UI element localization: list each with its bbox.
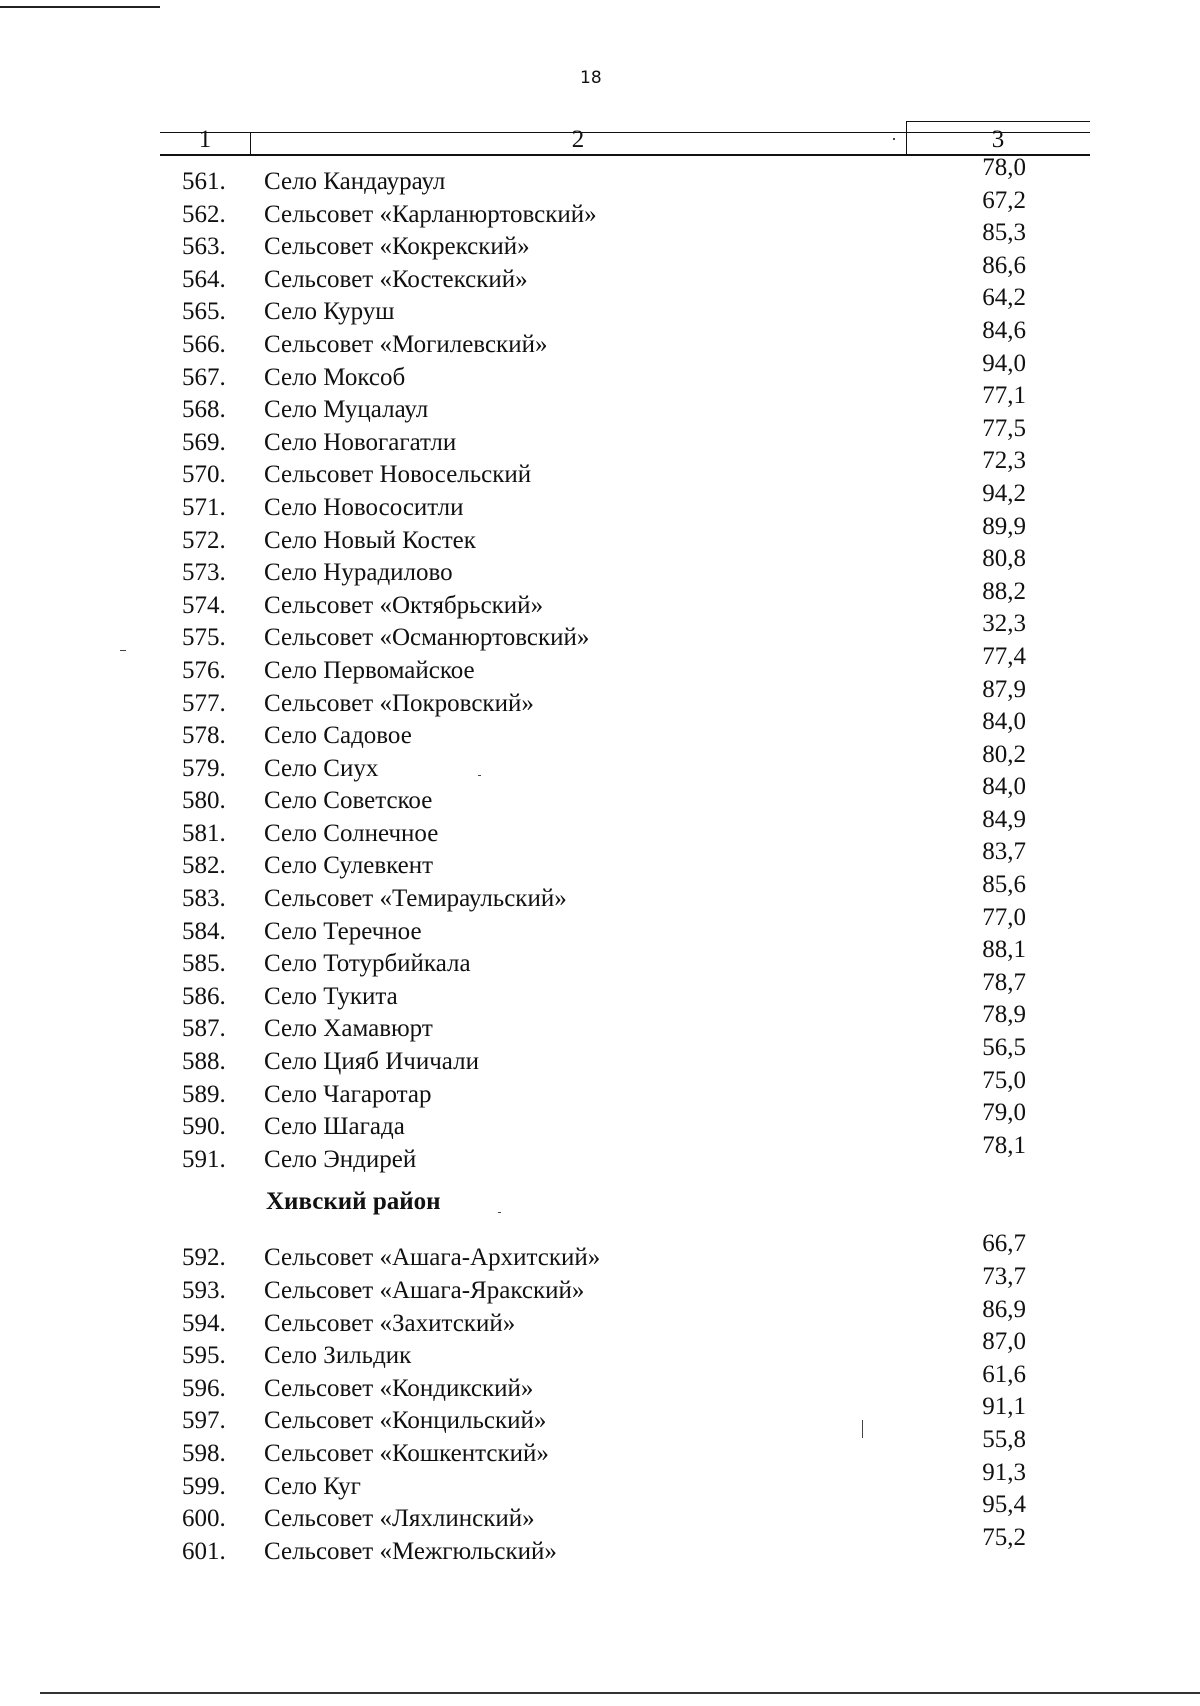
settlement-name: Село Тукита xyxy=(264,982,398,1010)
row-value: 91,1 xyxy=(982,1393,1026,1421)
row-number: 584. xyxy=(182,917,226,945)
settlement-name: Село Куруш xyxy=(264,298,395,326)
settlement-name: Село Сулевкент xyxy=(264,852,434,880)
row-value: 85,6 xyxy=(982,871,1026,899)
row-value: 86,6 xyxy=(982,251,1026,279)
settlement-name: Село Солнечное xyxy=(264,819,439,847)
row-number: 581. xyxy=(182,819,226,847)
row-number: 585. xyxy=(182,950,226,978)
settlement-name: Сельсовет «Кокрекский» xyxy=(264,233,530,261)
row-number: 586. xyxy=(182,982,226,1010)
row-value: 75,2 xyxy=(982,1523,1026,1551)
row-number: 587. xyxy=(182,1015,226,1043)
row-value: 85,3 xyxy=(982,219,1026,247)
row-number: 569. xyxy=(182,428,226,456)
row-value: 84,6 xyxy=(982,316,1026,344)
row-value: 72,3 xyxy=(982,447,1026,475)
district-title: Хивский район xyxy=(266,1188,441,1216)
settlement-name: Сельсовет «Ляхлинский» xyxy=(264,1505,535,1533)
table-body xyxy=(0,154,1200,1565)
row-number: 600. xyxy=(182,1505,226,1533)
row-number: 562. xyxy=(182,200,226,228)
row-number: 588. xyxy=(182,1048,226,1076)
table-row xyxy=(0,1131,1200,1173)
row-number: 574. xyxy=(182,591,226,619)
row-value: 88,1 xyxy=(982,936,1026,964)
row-number: 572. xyxy=(182,526,226,554)
settlement-name: Сельсовет «Кондикский» xyxy=(264,1374,534,1402)
row-value: 84,0 xyxy=(982,773,1026,801)
table-rows-part-2 xyxy=(0,1230,1200,1565)
settlement-name: Сельсовет «Могилевский» xyxy=(264,330,548,358)
row-value: 80,8 xyxy=(982,545,1026,573)
settlement-name: Село Цияб Ичичали xyxy=(264,1048,479,1076)
settlement-name: Сельсовет «Концильский» xyxy=(264,1407,547,1435)
table-header-border-top-right xyxy=(906,121,1090,122)
settlement-name: Сельсовет «Покровский» xyxy=(264,689,534,717)
row-value: 61,6 xyxy=(982,1360,1026,1388)
row-number: 593. xyxy=(182,1277,226,1304)
row-number: 599. xyxy=(182,1472,226,1500)
row-number: 592. xyxy=(182,1244,226,1272)
settlement-name: Село Зильдик xyxy=(264,1342,412,1370)
row-value: 89,9 xyxy=(982,512,1026,540)
scan-edge-line-top xyxy=(0,6,160,8)
row-value: 94,2 xyxy=(982,479,1026,507)
settlement-name: Сельсовет «Межгюльский» xyxy=(264,1537,557,1565)
row-value: 56,5 xyxy=(982,1034,1026,1062)
scan-speck xyxy=(893,138,895,140)
settlement-name: Сельсовет «Ашага-Яракский» xyxy=(264,1277,585,1304)
row-number: 566. xyxy=(182,330,226,358)
row-number: 568. xyxy=(182,396,226,424)
row-value: 84,0 xyxy=(982,708,1026,736)
settlement-name: Село Эндирей xyxy=(264,1145,417,1173)
column-header-1: 1 xyxy=(198,126,212,153)
row-value: 67,2 xyxy=(982,186,1026,214)
page-number: 18 xyxy=(580,68,602,88)
table-rows-part-1 xyxy=(0,154,1200,1173)
settlement-name: Село Новогагатли xyxy=(264,428,457,456)
settlement-name: Село Кандаураул xyxy=(264,168,446,195)
row-value: 83,7 xyxy=(982,838,1026,866)
settlement-name: Село Новый Костек xyxy=(264,526,476,554)
row-value: 78,9 xyxy=(982,1001,1026,1029)
row-number: 597. xyxy=(182,1407,226,1435)
row-number: 580. xyxy=(182,787,226,815)
row-value: 86,9 xyxy=(982,1295,1026,1323)
row-value: 64,2 xyxy=(982,284,1026,312)
settlement-name: Село Куг xyxy=(264,1472,361,1500)
row-value: 77,5 xyxy=(982,414,1026,442)
row-number: 575. xyxy=(182,624,226,652)
scan-speck xyxy=(498,1212,501,1213)
row-value: 80,2 xyxy=(982,740,1026,768)
settlement-name: Село Моксоб xyxy=(264,363,406,391)
row-value: 87,0 xyxy=(982,1328,1026,1356)
settlement-name: Сельсовет «Кошкентский» xyxy=(264,1439,549,1467)
row-number: 595. xyxy=(182,1342,226,1370)
settlement-name: Сельсовет «Октябрьский» xyxy=(264,591,544,619)
row-value: 75,0 xyxy=(982,1066,1026,1094)
row-value: 84,9 xyxy=(982,805,1026,833)
row-number: 579. xyxy=(182,754,226,782)
settlement-name: Село Первомайское xyxy=(264,656,475,684)
settlement-name: Сельсовет «Костекский» xyxy=(264,265,528,293)
row-value: 77,0 xyxy=(982,903,1026,931)
row-value: 73,7 xyxy=(982,1263,1026,1290)
row-number: 563. xyxy=(182,233,226,261)
settlement-name: Село Хамавюрт xyxy=(264,1015,433,1043)
settlement-name: Село Тотурбийкала xyxy=(264,950,471,978)
settlement-name: Село Садовое xyxy=(264,722,412,750)
row-value: 91,3 xyxy=(982,1458,1026,1486)
row-value: 87,9 xyxy=(982,675,1026,703)
row-value: 77,1 xyxy=(982,382,1026,410)
row-number: 590. xyxy=(182,1113,226,1141)
district-section-heading xyxy=(0,1184,1200,1236)
row-number: 571. xyxy=(182,493,226,521)
row-value: 78,0 xyxy=(982,154,1026,181)
row-number: 565. xyxy=(182,298,226,326)
row-value: 79,0 xyxy=(982,1099,1026,1127)
row-number: 573. xyxy=(182,559,226,587)
row-number: 576. xyxy=(182,656,226,684)
row-value: 95,4 xyxy=(982,1491,1026,1519)
settlement-name: Сельсовет «Османюртовский» xyxy=(264,624,590,652)
settlement-name: Село Сиух xyxy=(264,754,379,782)
settlement-name: Село Новососитли xyxy=(264,493,464,521)
settlement-name: Село Нурадилово xyxy=(264,559,453,587)
row-number: 578. xyxy=(182,722,226,750)
settlement-name: Сельсовет «Карланюртовский» xyxy=(264,200,597,228)
row-number: 577. xyxy=(182,689,226,717)
settlement-name: Сельсовет «Ашага-Архитский» xyxy=(264,1244,601,1272)
row-value: 66,7 xyxy=(982,1230,1026,1258)
scan-speck xyxy=(862,1420,863,1438)
settlement-name: Село Теречное xyxy=(264,917,422,945)
row-value: 55,8 xyxy=(982,1425,1026,1453)
column-header-2: 2 xyxy=(571,126,585,153)
settlement-name: Село Муцалаул xyxy=(264,396,429,424)
settlement-name: Сельсовет «Темираульский» xyxy=(264,885,567,913)
scan-speck xyxy=(478,775,481,776)
row-value: 94,0 xyxy=(982,349,1026,377)
settlement-name: Сельсовет Новосельский xyxy=(264,461,532,489)
settlement-name: Село Советское xyxy=(264,787,433,815)
row-value: 78,1 xyxy=(982,1131,1026,1159)
settlement-name: Село Шагада xyxy=(264,1113,405,1141)
row-value: 78,7 xyxy=(982,968,1026,996)
row-number: 594. xyxy=(182,1309,226,1337)
table-row xyxy=(0,1523,1200,1565)
scan-edge-line-bottom xyxy=(40,1692,1200,1694)
column-header-3: 3 xyxy=(991,126,1005,153)
scan-speck xyxy=(120,650,126,651)
row-number: 591. xyxy=(182,1145,226,1173)
row-value: 88,2 xyxy=(982,577,1026,605)
table-header-border-bottom xyxy=(160,154,1090,156)
row-number: 570. xyxy=(182,461,226,489)
row-number: 567. xyxy=(182,363,226,391)
row-number: 598. xyxy=(182,1439,226,1467)
row-number: 601. xyxy=(182,1537,226,1565)
row-number: 561. xyxy=(182,168,226,195)
settlement-name: Село Чагаротар xyxy=(264,1080,432,1108)
row-value: 77,4 xyxy=(982,642,1026,670)
row-value: 32,3 xyxy=(982,610,1026,638)
settlement-name: Сельсовет «Захитский» xyxy=(264,1309,516,1337)
row-number: 582. xyxy=(182,852,226,880)
row-number: 589. xyxy=(182,1080,226,1108)
row-number: 583. xyxy=(182,885,226,913)
row-number: 564. xyxy=(182,265,226,293)
row-number: 596. xyxy=(182,1374,226,1402)
